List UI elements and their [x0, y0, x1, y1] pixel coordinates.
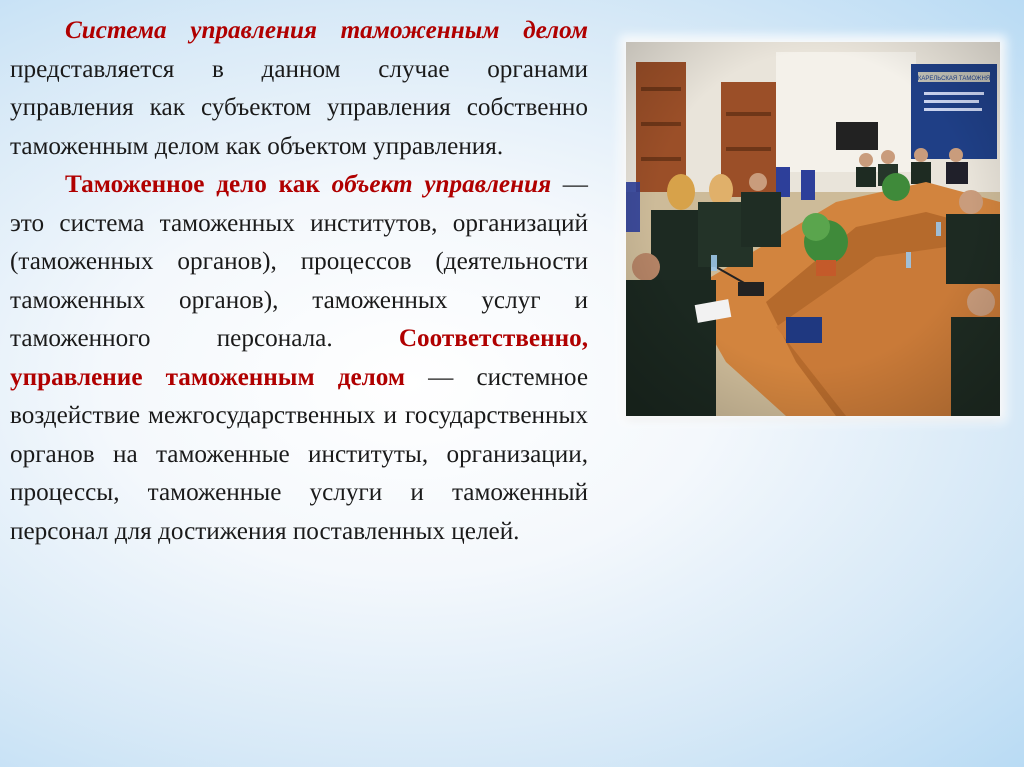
term-customs-affairs: Таможенное дело как	[65, 171, 332, 198]
paragraph-2-body-1: — это система таможенных институтов, организаций (таможенных органов), процессов (деятельности таможенных органов), таможенных услуг и таможенного персонала.	[10, 171, 588, 352]
paragraph-2	[10, 166, 588, 551]
paragraph-1-body: представляется в данном случае органами управления как субъектом управления собственно таможенным делом как объектом управления.	[10, 55, 588, 160]
term-customs-management-system: Система управления таможенным делом	[65, 17, 588, 44]
paragraph-2-body-2: — системное воздействие межгосударственных и государственных органов на таможенные институты, организации, процессы, таможенные услуги и таможенный персонал для достижения поставленных целей.	[10, 363, 588, 545]
conference-room-photo	[626, 42, 1000, 416]
term-object-of-management: объект управления	[331, 171, 552, 198]
slide-text-block	[10, 12, 588, 551]
paragraph-1	[10, 12, 588, 166]
photo-illustration	[626, 42, 1000, 416]
term-customs-management: Соответственно, управление таможенным делом	[10, 325, 588, 391]
